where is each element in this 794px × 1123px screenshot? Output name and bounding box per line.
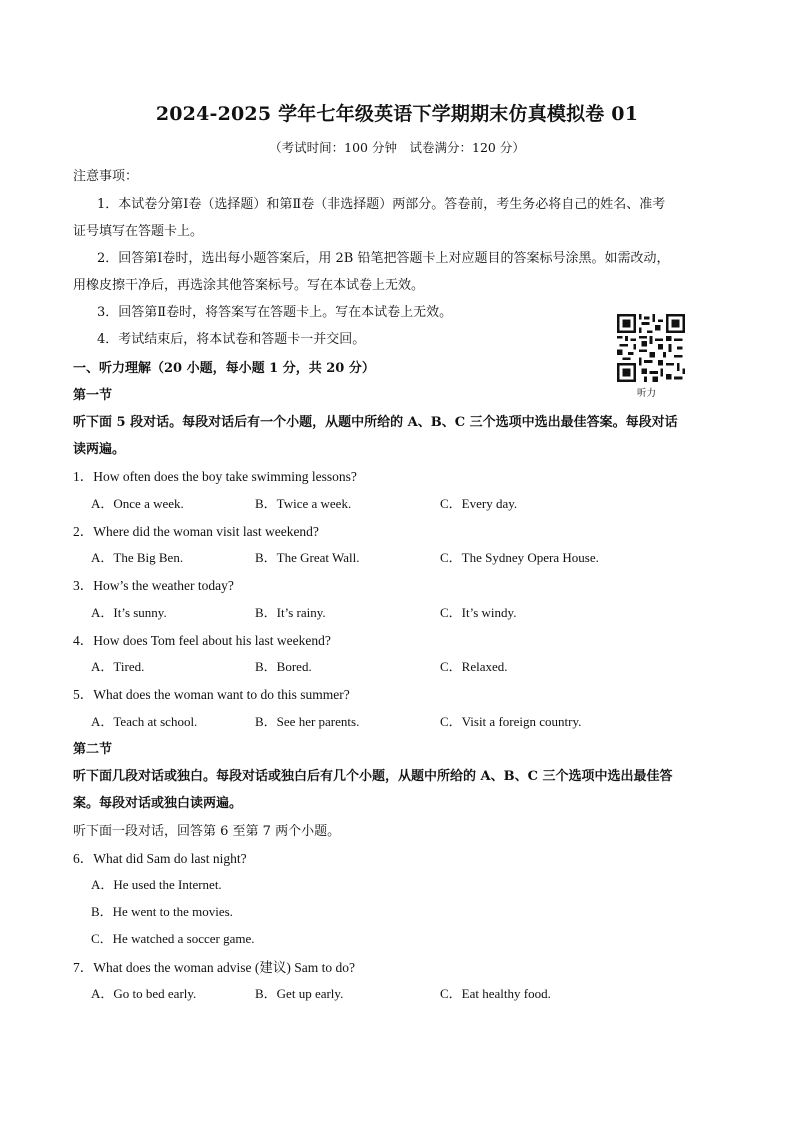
- q6-option-c: C．He watched a soccer game.: [91, 931, 255, 946]
- part-1-instruction-cont: 读两遍。: [73, 442, 126, 457]
- q5-option-b: B．See her parents.: [255, 714, 360, 729]
- q1-option-c: C．Every day.: [440, 496, 518, 511]
- q7-option-c: C．Eat healthy food.: [440, 986, 551, 1001]
- q2-option-a: A．The Big Ben.: [91, 550, 184, 565]
- note-item-1-cont: 证号填写在答题卡上。: [73, 224, 204, 239]
- question-7: 7．What does the woman advise (建议) Sam to do?: [73, 960, 355, 975]
- part-2-instruction: 听下面几段对话或独白。每段对话或独白后有几个小题，从题中所给的 A、B、C 三个选项中选出最佳答: [73, 769, 673, 784]
- question-1: 1．How often does the boy take swimming lessons?: [73, 469, 357, 484]
- q4-option-a: A．Tired.: [91, 659, 145, 674]
- question-4: 4．How does Tom feel about his last weekend?: [73, 633, 331, 648]
- note-item-4: 4．考试结束后，将本试卷和答题卡一并交回。: [97, 332, 366, 347]
- note-item-1: 1．本试卷分第Ⅰ卷（选择题）和第Ⅱ卷（非选择题）两部分。答卷前，考生务必将自己的姓名、准考: [97, 197, 666, 212]
- q1-option-a: A．Once a week.: [91, 496, 184, 511]
- question-5: 5．What does the woman want to do this summer?: [73, 687, 350, 702]
- q1-option-b: B．Twice a week.: [255, 496, 352, 511]
- dialog-intro: 听下面一段对话，回答第 6 至第 7 两个小题。: [73, 824, 341, 839]
- part-1-title: 第一节: [73, 388, 113, 403]
- q3-option-c: C．It’s windy.: [440, 605, 517, 620]
- part-1-instruction: 听下面 5 段对话。每段对话后有一个小题，从题中所给的 A、B、C 三个选项中选出最佳答案。每段对话: [73, 415, 678, 430]
- note-item-3: 3．回答第Ⅱ卷时，将答案写在答题卡上。写在本试卷上无效。: [97, 305, 453, 320]
- note-item-2: 2．回答第Ⅰ卷时，选出每小题答案后，用 2B 铅笔把答题卡上对应题目的答案标号涂黑。如需改动，: [97, 251, 670, 266]
- exam-info: （考试时间：100 分钟 试卷满分：120 分）: [269, 140, 525, 155]
- section-heading-listening: 一、听力理解（20 小题，每小题 1 分，共 20 分）: [73, 361, 375, 376]
- q7-option-b: B．Get up early.: [255, 986, 344, 1001]
- q5-option-c: C．Visit a foreign country.: [440, 714, 582, 729]
- q4-option-b: B．Bored.: [255, 659, 312, 674]
- q3-option-b: B．It’s rainy.: [255, 605, 326, 620]
- q6-option-b: B．He went to the movies.: [91, 904, 233, 919]
- q4-option-c: C．Relaxed.: [440, 659, 508, 674]
- question-3: 3．How’s the weather today?: [73, 578, 234, 593]
- page-title: 2024-2025 学年七年级英语下学期期末仿真模拟卷 01: [155, 103, 639, 125]
- q5-option-a: A．Teach at school.: [91, 714, 198, 729]
- notes-heading: 注意事项：: [73, 169, 139, 184]
- part-2-instruction-cont: 案。每段对话或独白读两遍。: [73, 796, 243, 811]
- note-item-2-cont: 用橡皮擦干净后，再选涂其他答案标号。写在本试卷上无效。: [73, 278, 425, 293]
- question-6: 6．What did Sam do last night?: [73, 851, 247, 866]
- q2-option-c: C．The Sydney Opera House.: [440, 550, 599, 565]
- q7-option-a: A．Go to bed early.: [91, 986, 197, 1001]
- q3-option-a: A．It’s sunny.: [91, 605, 167, 620]
- q2-option-b: B．The Great Wall.: [255, 550, 360, 565]
- qr-caption: 听力: [637, 388, 657, 399]
- q6-option-a: A．He used the Internet.: [91, 877, 222, 892]
- part-2-title: 第二节: [73, 742, 113, 757]
- question-2: 2．Where did the woman visit last weekend?: [73, 524, 319, 539]
